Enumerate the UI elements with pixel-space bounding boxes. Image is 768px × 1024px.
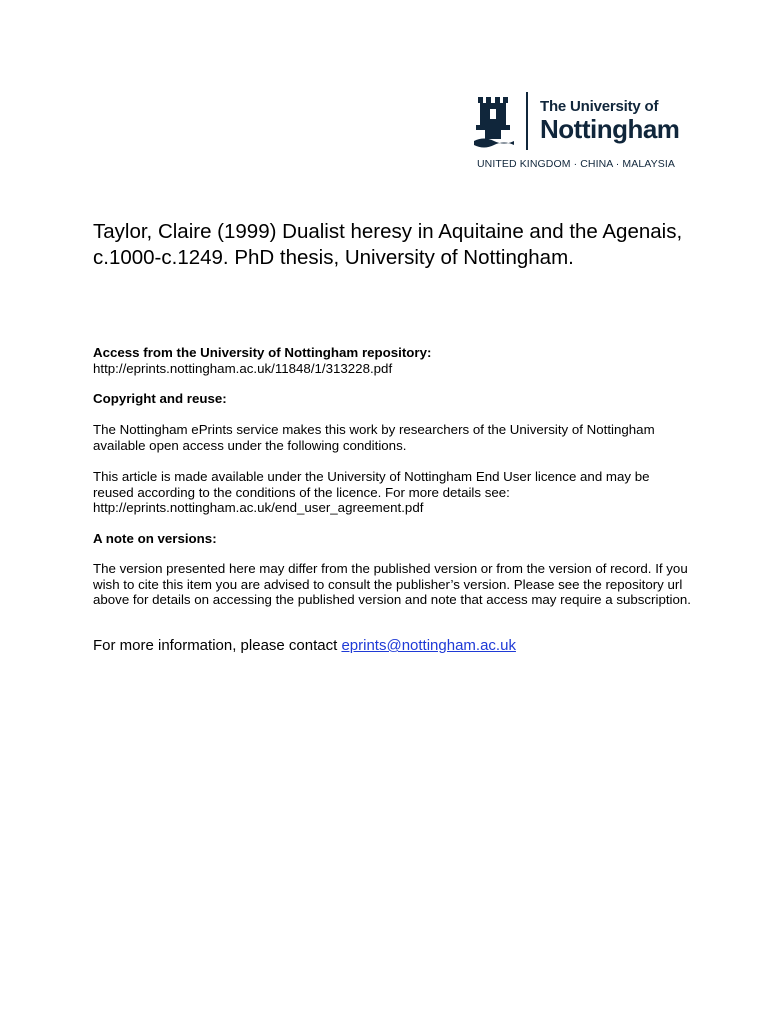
contact-text: For more information, please contact <box>93 637 342 654</box>
castle-crest-icon <box>474 95 514 149</box>
logo-nottingham-text: Nottingham <box>540 114 680 144</box>
licence-url[interactable]: http://eprints.nottingham.ac.uk/end_user_agreement.pdf <box>93 500 424 516</box>
repository-url[interactable]: http://eprints.nottingham.ac.uk/11848/1/313228.pdf <box>93 360 393 376</box>
copyright-para2-text: This article is made available under the University of Nottingham End User licence and may be reused according to the conditions of the licence. For more details see: <box>93 469 650 500</box>
copyright-para1-text: The Nottingham ePrints service makes this work by researchers of the University of Nottingham available open access under the following conditions. <box>93 422 655 453</box>
contact-email-link[interactable]: eprints@nottingham.ac.uk <box>341 637 516 654</box>
logo-divider <box>526 92 528 150</box>
versions-body-text: The version presented here may differ from the published version or from the version of record. If you wish to cite this item you are advised to consult the publisher’s version. Please see the repository url above for details on accessing the published version and note that access may require a subscription. <box>93 561 691 608</box>
copyright-heading: Copyright and reuse: <box>93 391 227 406</box>
logo-university-text: The University of <box>540 98 659 115</box>
versions-heading: A note on versions: <box>93 531 217 546</box>
access-section <box>93 345 693 376</box>
copyright-para1 <box>93 422 693 453</box>
versions-body <box>93 561 693 608</box>
access-heading: Access from the University of Nottingham repository: <box>93 345 432 360</box>
copyright-para2 <box>93 469 693 516</box>
versions-heading-section <box>93 531 693 547</box>
copyright-heading-section <box>93 391 693 407</box>
citation: Taylor, Claire (1999) Dualist heresy in Aquitaine and the Agenais, c.1000-c.1249. PhD thesis, University of Nottingham. <box>93 220 683 269</box>
contact-line <box>93 637 516 655</box>
logo-tagline: UNITED KINGDOM · CHINA · MALAYSIA <box>477 158 675 170</box>
university-logo <box>474 92 680 172</box>
